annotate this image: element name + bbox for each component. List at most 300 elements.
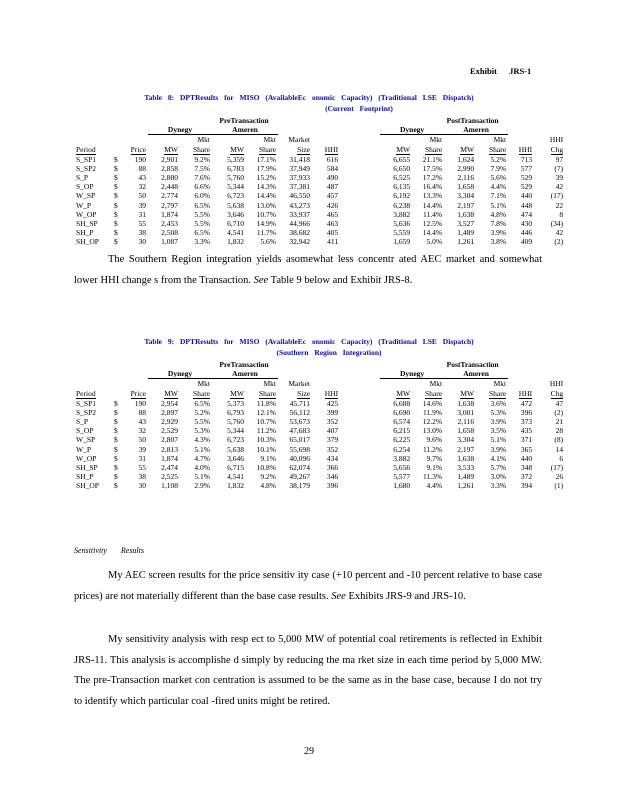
spacer-cell xyxy=(74,135,112,145)
cell-qd_sh: 12.5% xyxy=(422,219,443,229)
header-mw xyxy=(148,389,180,399)
spacer-cell xyxy=(340,173,380,182)
header-text: MW xyxy=(164,388,179,398)
cell-qa_mw: 2,116 xyxy=(457,173,475,183)
cell-qa_sh: 7.1% xyxy=(490,191,507,201)
cell-price: 88 xyxy=(138,163,147,173)
cell-pd_sh: 7.5% xyxy=(194,163,211,173)
cell-size: 40,096 xyxy=(289,453,311,463)
cell-hhi: 399 xyxy=(326,407,339,417)
cell-qa_mw: 3,001 xyxy=(457,407,475,417)
cell-pd_mw: 2,525 xyxy=(161,472,179,482)
cell-cur: $ xyxy=(114,453,118,463)
spacer-cell xyxy=(340,463,380,472)
cell-qd_sh: 11.3% xyxy=(422,472,443,482)
cell-qa_mw: 3,304 xyxy=(457,435,475,445)
header-share xyxy=(476,145,508,155)
cell-pa_sh: 17.1% xyxy=(256,154,277,164)
header-text: Chg xyxy=(550,144,564,154)
cell-qd_mw: 6,135 xyxy=(393,182,411,192)
spacer-cell xyxy=(340,155,380,164)
table-row xyxy=(74,219,565,228)
cell-pd_mw: 2,954 xyxy=(161,398,179,408)
cell-qhhi: 430 xyxy=(520,219,533,229)
dynegy-header: Dynegy xyxy=(380,125,444,135)
cell-qd_sh: 4.4% xyxy=(426,481,443,491)
cell-qa_sh: 3.3% xyxy=(490,481,507,491)
cell-pd_sh: 4.3% xyxy=(194,435,211,445)
header-text: Price xyxy=(130,388,147,398)
cell-cur: $ xyxy=(114,228,118,238)
spacer-cell xyxy=(380,135,412,145)
spacer-cell xyxy=(74,379,112,389)
spacer-cell xyxy=(148,379,180,389)
cell-qa_mw: 1,624 xyxy=(457,154,475,164)
cell-cur: $ xyxy=(114,435,118,445)
cell-chg: 42 xyxy=(555,182,564,192)
cell-chg: 14 xyxy=(555,444,564,454)
cell-qa_mw: 1,638 xyxy=(457,453,475,463)
table-row xyxy=(74,191,565,200)
cell-cur: $ xyxy=(114,398,118,408)
cell-chg: 97 xyxy=(555,154,564,164)
cell-qa_mw: 1,261 xyxy=(457,237,475,247)
cell-qd_mw: 5,656 xyxy=(393,463,411,473)
cell-cur: $ xyxy=(114,426,118,436)
cell-cur: $ xyxy=(114,463,118,473)
cell-size: 37,949 xyxy=(289,163,311,173)
cell-size: 33,937 xyxy=(289,209,311,219)
cell-pa_mw: 5,760 xyxy=(227,417,245,427)
cell-price: 31 xyxy=(138,453,147,463)
paragraph-southern-region xyxy=(74,250,542,291)
table-row xyxy=(74,481,565,490)
cell-price: 39 xyxy=(138,444,147,454)
cell-qhhi: 440 xyxy=(520,191,533,201)
cell-pa_mw: 4,541 xyxy=(227,228,245,238)
cell-pa_sh: 13.0% xyxy=(256,200,277,210)
cell-pa_mw: 1,832 xyxy=(227,481,245,491)
para1-text-a: The Southern Region integration yields asomewhat less concentr ated AEC market and somewhat lower HHI change s from the Transaction. xyxy=(74,254,542,286)
cell-qd_sh: 13.3% xyxy=(422,191,443,201)
cell-price: 30 xyxy=(138,237,147,247)
cell-price: 190 xyxy=(134,398,147,408)
ameren-header: Ameren xyxy=(212,369,278,379)
cell-cur: $ xyxy=(114,163,118,173)
header-chg xyxy=(534,389,565,399)
header-text: MW xyxy=(164,144,179,154)
header-text: MW xyxy=(396,144,411,154)
cell-pd_mw: 2,813 xyxy=(161,444,179,454)
cell-qa_mw: 1,638 xyxy=(457,209,475,219)
header-mkt: Mkt xyxy=(263,379,277,389)
para2-see: See xyxy=(331,590,346,602)
cell-price: 38 xyxy=(138,228,147,238)
cell-qd_sh: 9.6% xyxy=(426,435,443,445)
page-number: 29 xyxy=(304,746,314,757)
spacer-cell xyxy=(340,228,380,237)
cell-pd_sh: 6.5% xyxy=(194,398,211,408)
table-row xyxy=(74,182,565,191)
cell-hhi: 396 xyxy=(326,481,339,491)
cell-qd_sh: 16.4% xyxy=(422,182,443,192)
cell-qd_sh: 12.2% xyxy=(422,417,443,427)
cell-pa_mw: 3,646 xyxy=(227,209,245,219)
spacer-cell xyxy=(340,116,380,125)
cell-period: SH_SP xyxy=(76,463,98,473)
cell-qa_mw: 1,658 xyxy=(457,426,475,436)
spacer-cell xyxy=(340,417,380,426)
header-hhi xyxy=(312,389,340,399)
cell-period: S_OP xyxy=(76,426,94,436)
para2-text-a: My AEC screen results for the price sensitiv ity case (+10 percent and -10 percent relative to base case prices) are not materially different than the base case results. xyxy=(74,570,542,602)
cell-qd_sh: 9.1% xyxy=(426,463,443,473)
spacer-cell xyxy=(126,379,148,389)
table-row xyxy=(74,472,565,481)
spacer-cell xyxy=(278,369,380,379)
spacer-cell xyxy=(340,145,380,155)
cell-price: 32 xyxy=(138,182,147,192)
cell-size: 37,933 xyxy=(289,173,311,183)
spacer-cell xyxy=(340,454,380,463)
cell-pa_mw: 1,832 xyxy=(227,237,245,247)
cell-qd_sh: 17.5% xyxy=(422,163,443,173)
cell-qd_mw: 6,225 xyxy=(393,435,411,445)
header-mw xyxy=(380,145,412,155)
cell-hhi: 487 xyxy=(326,182,339,192)
cell-qhhi: 365 xyxy=(520,444,533,454)
table9 xyxy=(74,360,565,491)
cell-qd_mw: 6,574 xyxy=(393,417,411,427)
sensitivity-heading: Sensitivity Results xyxy=(74,546,144,555)
cell-pd_mw: 2,529 xyxy=(161,426,179,436)
cell-pa_mw: 4,541 xyxy=(227,472,245,482)
cell-pa_mw: 5,373 xyxy=(227,398,245,408)
table-row xyxy=(74,463,565,472)
cell-size: 47,683 xyxy=(289,426,311,436)
cell-qd_mw: 6,655 xyxy=(393,154,411,164)
spacer-cell xyxy=(112,379,126,389)
table-row xyxy=(74,164,565,173)
cell-chg: 22 xyxy=(555,200,564,210)
spacer-cell xyxy=(74,369,148,379)
cell-qa_mw: 3,533 xyxy=(457,463,475,473)
cell-price: 55 xyxy=(138,219,147,229)
cell-price: 55 xyxy=(138,463,147,473)
cell-pd_mw: 2,929 xyxy=(161,417,179,427)
cell-pd_sh: 6.5% xyxy=(194,200,211,210)
cell-chg: 42 xyxy=(555,228,564,238)
cell-pa_mw: 5,344 xyxy=(227,182,245,192)
cell-price: 50 xyxy=(138,435,147,445)
cell-hhi: 584 xyxy=(326,163,339,173)
cell-cur: $ xyxy=(114,237,118,247)
header-text: Share xyxy=(489,144,507,154)
spacer-cell xyxy=(340,219,380,228)
header-text: HHI xyxy=(518,144,533,154)
cell-pd_sh: 3.3% xyxy=(194,237,211,247)
header-period xyxy=(74,389,112,399)
cell-qa_sh: 5.2% xyxy=(490,154,507,164)
header-chg xyxy=(534,145,565,155)
cell-pd_sh: 5.3% xyxy=(194,426,211,436)
cell-qa_sh: 4.1% xyxy=(490,453,507,463)
cell-qa_mw: 3,304 xyxy=(457,191,475,201)
cell-qd_mw: 6,688 xyxy=(393,398,411,408)
cell-qhhi: 474 xyxy=(520,209,533,219)
cell-qa_mw: 2,116 xyxy=(457,417,475,427)
cell-cur: $ xyxy=(114,154,118,164)
cell-chg: 6 xyxy=(559,453,564,463)
header-hhi: HHI xyxy=(549,135,564,145)
cell-pa_sh: 10.7% xyxy=(256,209,277,219)
header-text: MW xyxy=(396,388,411,398)
cell-chg: (7) xyxy=(554,163,564,173)
cell-size: 32,942 xyxy=(289,237,311,247)
cell-qhhi: 446 xyxy=(520,228,533,238)
spacer-cell xyxy=(444,135,476,145)
cell-qd_mw: 6,690 xyxy=(393,407,411,417)
cell-hhi: 425 xyxy=(326,398,339,408)
cell-pa_sh: 11.2% xyxy=(256,426,277,436)
spacer-cell xyxy=(340,435,380,444)
cell-pa_sh: 5.6% xyxy=(260,237,277,247)
dynegy-header: Dynegy xyxy=(148,369,212,379)
cell-qd_sh: 11.4% xyxy=(422,209,443,219)
cell-pd_mw: 2,880 xyxy=(161,173,179,183)
cell-qd_mw: 6,215 xyxy=(393,426,411,436)
cell-qd_sh: 14.4% xyxy=(422,200,443,210)
table-row xyxy=(74,228,565,237)
table-row xyxy=(74,155,565,164)
cell-size: 56,112 xyxy=(289,407,311,417)
spacer-cell xyxy=(340,135,380,145)
cell-size: 38,682 xyxy=(289,228,311,238)
cell-price: 30 xyxy=(138,481,147,491)
cell-chg: (34) xyxy=(550,219,564,229)
cell-cur: $ xyxy=(114,219,118,229)
spacer-cell xyxy=(508,369,565,379)
ameren-header: Ameren xyxy=(444,369,508,379)
cell-hhi: 616 xyxy=(326,154,339,164)
cell-qd_mw: 6,192 xyxy=(393,191,411,201)
cell-qa_mw: 1,261 xyxy=(457,481,475,491)
cell-pd_sh: 6.0% xyxy=(194,191,211,201)
cell-size: 38,179 xyxy=(289,481,311,491)
header-price xyxy=(126,389,148,399)
cell-qd_sh: 5.0% xyxy=(426,237,443,247)
cell-pa_mw: 5,638 xyxy=(227,444,245,454)
exhibit-id: JRS-1 xyxy=(509,66,532,76)
header-hhi: HHI xyxy=(549,379,564,389)
cell-qhhi: 435 xyxy=(520,426,533,436)
cell-qa_sh: 4.4% xyxy=(490,182,507,192)
exhibit-word: Exhibit xyxy=(470,66,497,76)
cell-pd_mw: 2,807 xyxy=(161,435,179,445)
header-text: MW xyxy=(460,144,475,154)
cell-qa_mw: 1,658 xyxy=(457,182,475,192)
cell-qd_sh: 14.6% xyxy=(422,398,443,408)
cell-hhi: 411 xyxy=(327,237,339,247)
cell-pa_sh: 14.9% xyxy=(256,219,277,229)
cell-period: W_P xyxy=(76,200,91,210)
cell-pa_sh: 11.7% xyxy=(256,228,277,238)
cell-pd_sh: 4.7% xyxy=(194,453,211,463)
cell-chg: 47 xyxy=(555,398,564,408)
cell-chg: 39 xyxy=(555,173,564,183)
spacer-cell xyxy=(340,182,380,191)
header-market: Market xyxy=(288,379,311,389)
cell-pd_sh: 5.1% xyxy=(194,444,211,454)
cell-qd_mw: 3,882 xyxy=(393,209,411,219)
spacer-cell xyxy=(340,399,380,408)
cell-pa_mw: 3,646 xyxy=(227,453,245,463)
cell-pa_sh: 12.1% xyxy=(256,407,277,417)
spacer-cell xyxy=(74,125,148,135)
cell-pd_sh: 5.5% xyxy=(194,219,211,229)
cell-pd_mw: 1,874 xyxy=(161,453,179,463)
cell-pa_mw: 6,723 xyxy=(227,191,245,201)
cell-qa_sh: 3.9% xyxy=(490,228,507,238)
cell-qd_mw: 6,525 xyxy=(393,173,411,183)
cell-period: S_P xyxy=(76,173,89,183)
cell-pa_mw: 5,359 xyxy=(227,154,245,164)
cell-cur: $ xyxy=(114,200,118,210)
cell-qhhi: 448 xyxy=(520,200,533,210)
post-transaction-header: PostTransaction xyxy=(446,116,499,125)
cell-qhhi: 577 xyxy=(520,163,533,173)
cell-hhi: 490 xyxy=(326,173,339,183)
header-text: Share xyxy=(425,388,443,398)
cell-period: SH_P xyxy=(76,228,94,238)
table-row xyxy=(74,445,565,454)
header-share xyxy=(476,389,508,399)
cell-qa_mw: 1,489 xyxy=(457,472,475,482)
table-header-top xyxy=(74,379,565,389)
table-header-bottom xyxy=(74,145,565,155)
cell-pd_mw: 2,901 xyxy=(161,154,179,164)
cell-period: W_OP xyxy=(76,209,97,219)
cell-pa_sh: 10.7% xyxy=(256,417,277,427)
spacer-cell xyxy=(312,135,340,145)
cell-period: W_P xyxy=(76,444,91,454)
cell-cur: $ xyxy=(114,182,118,192)
cell-price: 43 xyxy=(138,173,147,183)
header-share xyxy=(246,389,278,399)
spacer-cell xyxy=(340,426,380,435)
header-mkt: Mkt xyxy=(493,379,507,389)
table-header-top xyxy=(74,135,565,145)
table-company-header xyxy=(74,369,565,379)
spacer-cell xyxy=(340,210,380,219)
cell-pa_sh: 9.2% xyxy=(260,472,277,482)
cell-period: SH_SP xyxy=(76,219,98,229)
pre-transaction-header: PreTransaction xyxy=(219,116,269,125)
cell-pa_mw: 5,344 xyxy=(227,426,245,436)
spacer-cell xyxy=(380,379,412,389)
cell-size: 44,966 xyxy=(289,219,311,229)
cell-size: 45,711 xyxy=(289,398,311,408)
table8-title-line2: (Current Footprint) xyxy=(325,104,393,113)
cell-qa_sh: 5.6% xyxy=(490,173,507,183)
cell-qa_sh: 3.5% xyxy=(490,426,507,436)
table8-title xyxy=(0,92,618,114)
header-text: Share xyxy=(258,144,277,154)
cell-pd_mw: 2,897 xyxy=(161,407,179,417)
cell-price: 88 xyxy=(138,407,147,417)
header-text: HHI xyxy=(324,144,339,154)
cell-chg: (8) xyxy=(554,435,564,445)
cell-qd_mw: 6,650 xyxy=(393,163,411,173)
header-text: Chg xyxy=(550,388,564,398)
cell-qa_sh: 5.3% xyxy=(490,407,507,417)
cell-price: 38 xyxy=(138,472,147,482)
cell-qa_sh: 5.7% xyxy=(490,463,507,473)
cell-price: 50 xyxy=(138,191,147,201)
spacer-cell xyxy=(126,135,148,145)
table9-title-line2: (Southern Region Integration) xyxy=(276,348,382,357)
spacer-cell xyxy=(340,201,380,210)
header-size xyxy=(278,389,312,399)
cell-qhhi: 348 xyxy=(520,463,533,473)
cell-period: SH_P xyxy=(76,472,94,482)
cell-qa_sh: 3.8% xyxy=(490,237,507,247)
cell-hhi: 352 xyxy=(326,444,339,454)
spacer-cell xyxy=(112,145,126,155)
cell-pd_mw: 1,087 xyxy=(161,237,179,247)
cell-qa_sh: 3.9% xyxy=(490,444,507,454)
table-group-header xyxy=(74,116,565,125)
cell-pd_mw: 2,508 xyxy=(161,228,179,238)
cell-price: 190 xyxy=(134,154,147,164)
cell-qa_mw: 1,489 xyxy=(457,228,475,238)
header-text: MW xyxy=(460,388,475,398)
cell-cur: $ xyxy=(114,407,118,417)
spacer-cell xyxy=(278,125,380,135)
header-mkt: Mkt xyxy=(429,135,443,145)
spacer-cell xyxy=(508,135,534,145)
header-mw xyxy=(212,389,246,399)
header-text: Share xyxy=(258,388,277,398)
cell-qa_mw: 2,197 xyxy=(457,200,475,210)
cell-pa_mw: 6,710 xyxy=(227,219,245,229)
cell-cur: $ xyxy=(114,444,118,454)
cell-chg: 8 xyxy=(559,209,564,219)
cell-hhi: 366 xyxy=(326,463,339,473)
cell-qa_sh: 4.8% xyxy=(490,209,507,219)
spacer-cell xyxy=(340,164,380,173)
cell-pa_mw: 6,793 xyxy=(227,407,245,417)
cell-qa_sh: 3.9% xyxy=(490,417,507,427)
table-row xyxy=(74,408,565,417)
exhibit-label xyxy=(470,66,570,76)
header-text: Share xyxy=(425,144,443,154)
cell-cur: $ xyxy=(114,173,118,183)
header-hhi xyxy=(508,389,534,399)
cell-pd_sh: 2.9% xyxy=(194,481,211,491)
post-transaction-header: PostTransaction xyxy=(446,360,499,369)
cell-qa_sh: 3.6% xyxy=(490,398,507,408)
cell-pd_sh: 5.1% xyxy=(194,472,211,482)
spacer-cell xyxy=(340,389,380,399)
cell-period: S_SP2 xyxy=(76,163,97,173)
cell-pa_sh: 10.1% xyxy=(256,444,277,454)
cell-price: 43 xyxy=(138,417,147,427)
para3-text: My sensitivity analysis with resp ect to 5,000 MW of potential coal retirements is reflected in Exhibit JRS-11. This analysis is accomplishe d simply by reducing the ma rket size in each time period by 5,000 MW. The pre-Transaction market con centration is assumed to be the same as in the base case, because I do not try to identify which particular coal -fired units might be retired. xyxy=(74,634,542,707)
ameren-header: Ameren xyxy=(444,125,508,135)
header-text: MW xyxy=(230,388,245,398)
cell-pa_sh: 4.8% xyxy=(260,481,277,491)
